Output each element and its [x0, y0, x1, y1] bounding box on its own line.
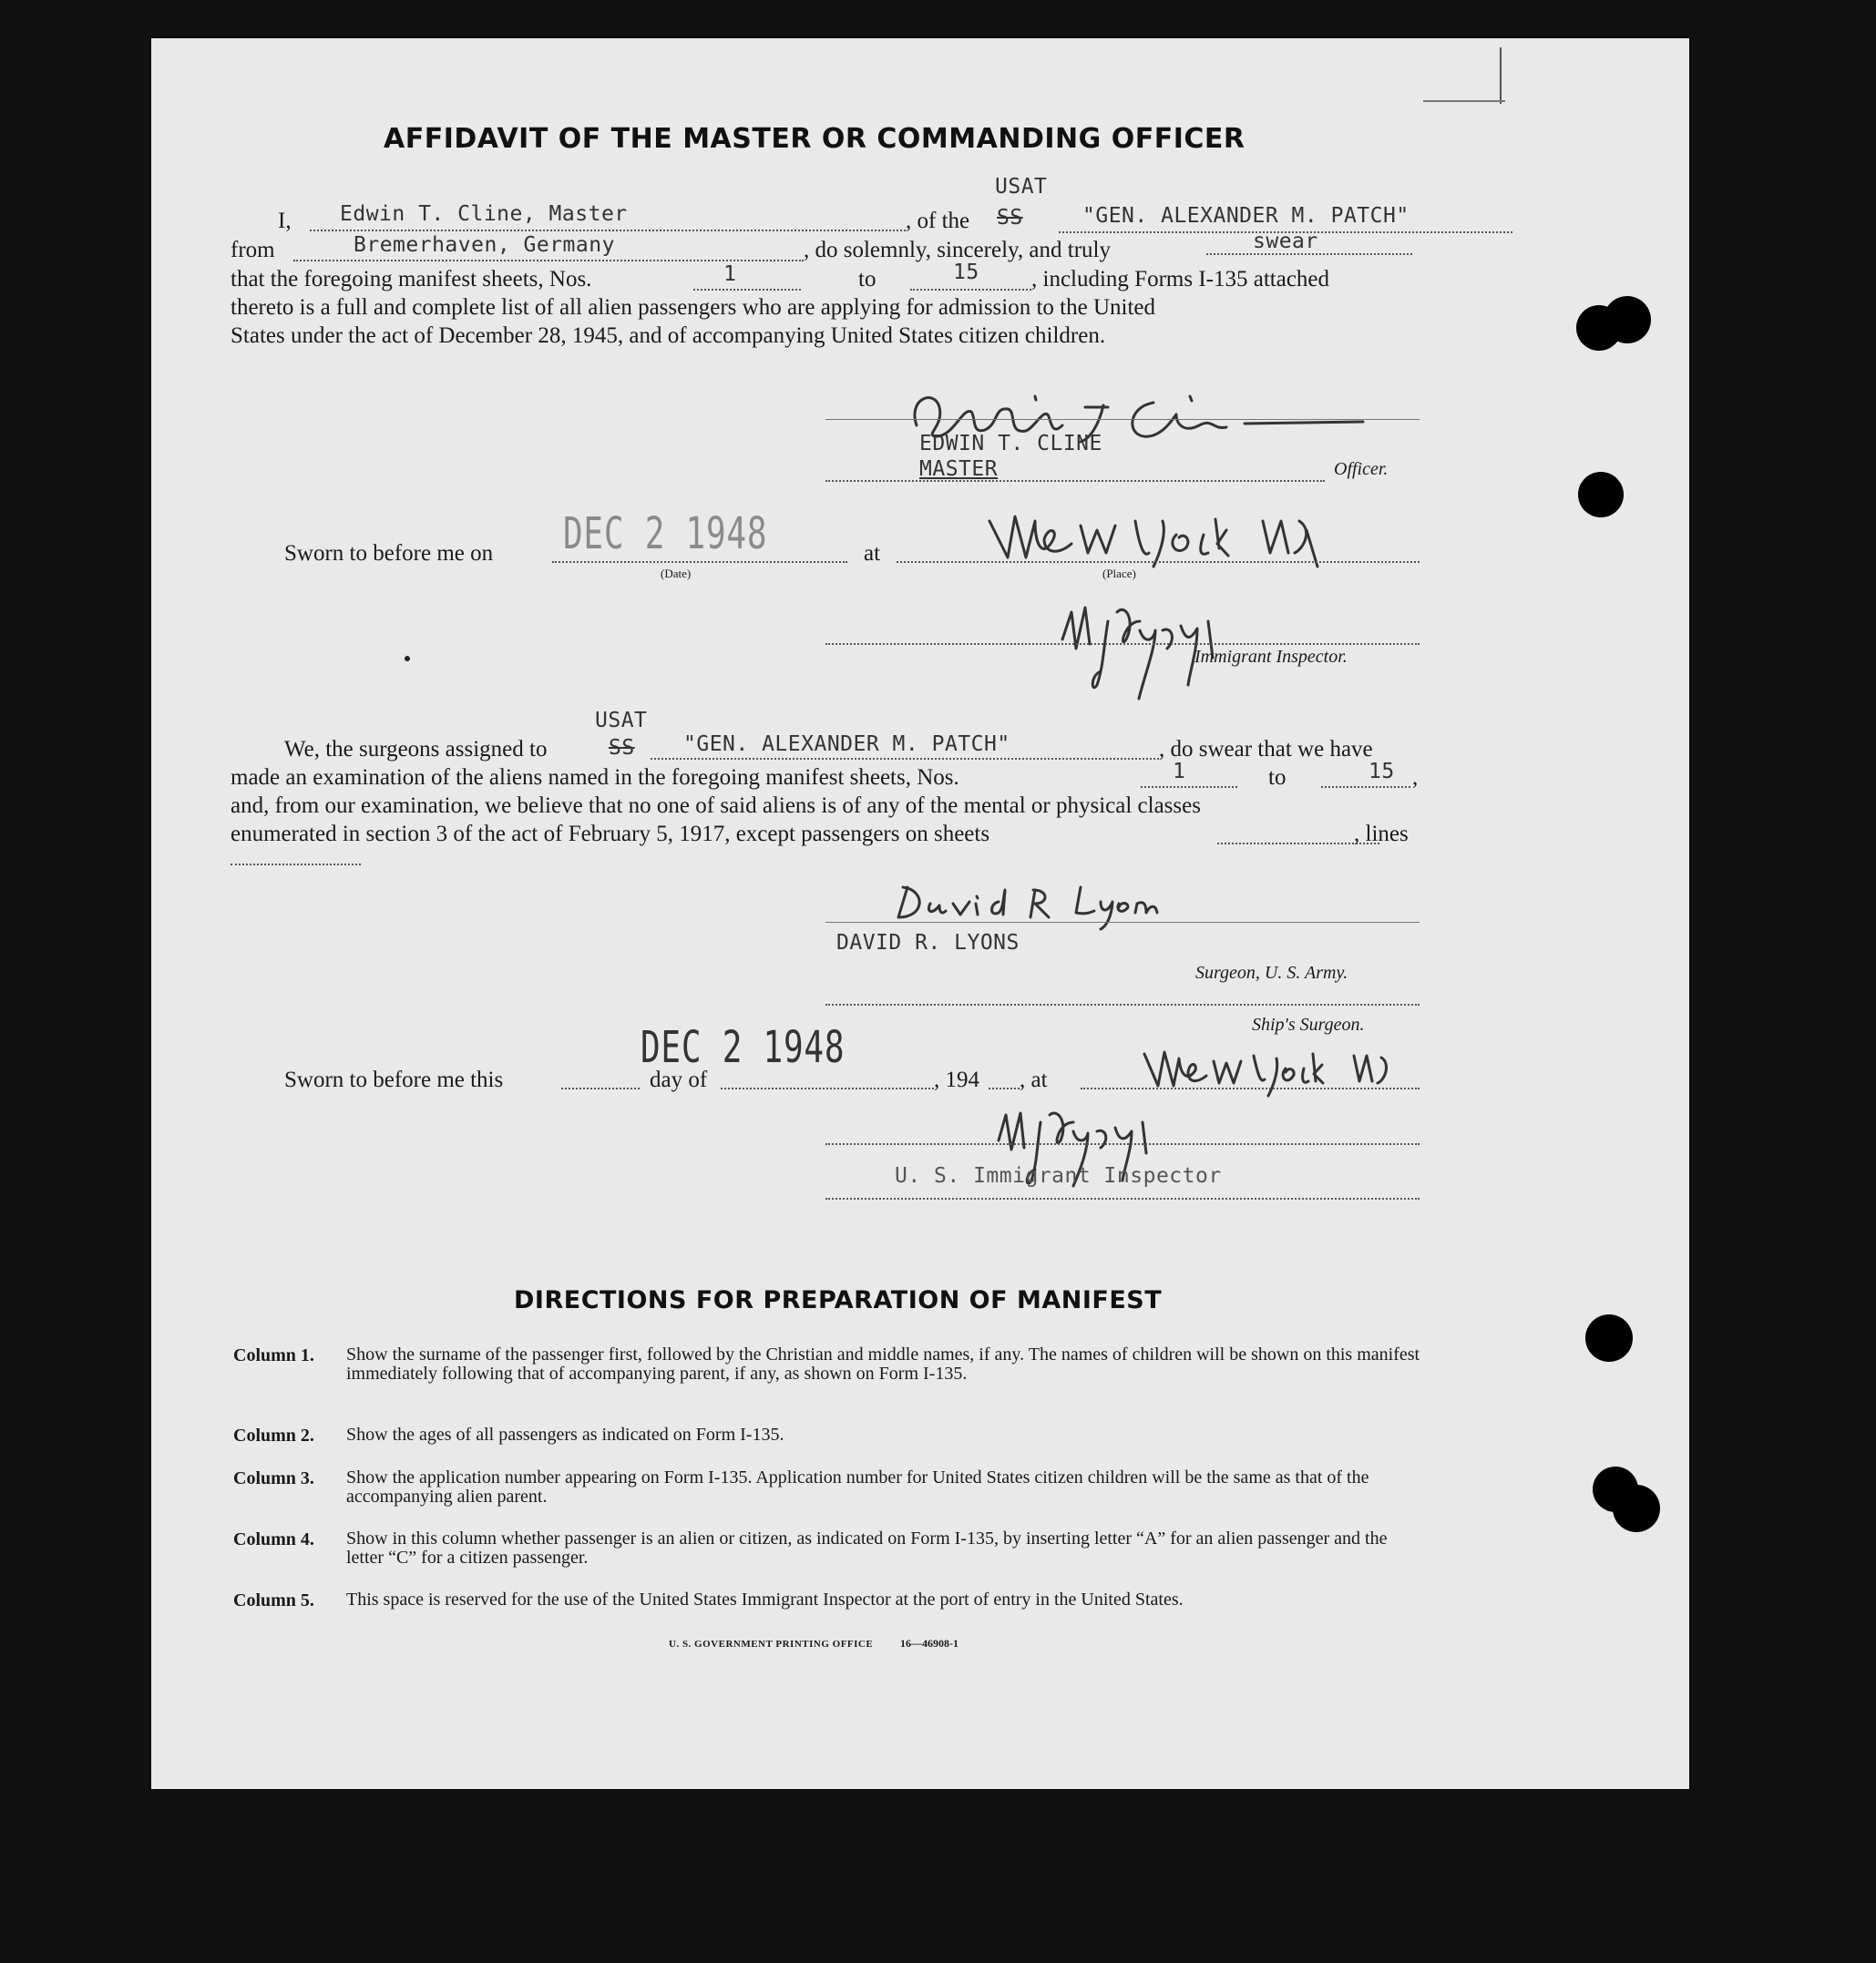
inspector-typed-title: U. S. Immigrant Inspector — [895, 1164, 1222, 1188]
master-name-field: Edwin T. Cline, Master — [340, 202, 628, 226]
of-the-label: , of the — [906, 209, 970, 233]
vessel-type-added: USAT — [995, 175, 1048, 199]
affidavit-line-2-suffix: , including Forms I-135 attached — [1031, 267, 1330, 291]
column-2-text: Show the ages of all passengers as indicated on Form I-135. — [346, 1425, 784, 1445]
sheet-to-field: 15 — [953, 261, 979, 284]
surgeon-vessel-type-added: USAT — [595, 709, 648, 732]
column-4-label: Column 4. — [233, 1529, 314, 1549]
vessel-name-field: "GEN. ALEXANDER M. PATCH" — [1082, 204, 1410, 228]
sworn-date-stamp-1: DEC 2 1948 — [563, 508, 768, 559]
binder-hole — [1585, 1314, 1633, 1362]
surgeon-sheet-from: 1 — [1173, 760, 1186, 783]
column-4-text: Show in this column whether passenger is an alien or citizen, as indicated on Form I-135, by inserting letter “A” for an alien passenger and the letter “C” for a citizen passenger. — [346, 1528, 1388, 1568]
surgeon-vessel-type-struck: SS — [609, 736, 635, 760]
officer-typed-title: MASTER — [919, 457, 999, 481]
sheet-from-field: 1 — [723, 262, 737, 286]
affidavit-title: AFFIDAVIT OF THE MASTER OR COMMANDING OFFICER — [384, 123, 1246, 155]
affidavit-line-2: that the foregoing manifest sheets, Nos. — [231, 267, 592, 291]
from-place-field: Bremerhaven, Germany — [354, 233, 615, 257]
place-1-handwriting — [980, 494, 1345, 576]
surgeons-line-3: and, from our examination, we believe that no one of said aliens is of any of the mental or physical classes — [231, 793, 1201, 818]
column-5-text: This space is reserved for the use of the United States Immigrant Inspector at the port of entry in the United States. — [346, 1590, 1184, 1610]
column-5-label: Column 5. — [233, 1590, 314, 1610]
surgeon-vessel-name: "GEN. ALEXANDER M. PATCH" — [683, 732, 1010, 756]
date-label: (Date) — [661, 567, 692, 580]
oath-word-field: swear — [1253, 230, 1318, 253]
officer-label: Officer. — [1334, 459, 1389, 479]
form-code: 16—46908-1 — [900, 1637, 959, 1650]
surgeon-sheet-to: 15 — [1369, 760, 1395, 783]
column-1-text: Show the surname of the passenger first, followed by the Christian and middle names, if any. The names of children will be shown on this manifest immediately following that of accompanying parent, if any, as shown on Form I-135. — [346, 1344, 1420, 1384]
sworn-prefix-1: Sworn to before me on — [284, 541, 494, 566]
day-of-label: day of — [650, 1068, 708, 1092]
lines-label: , lines — [1354, 822, 1409, 846]
column-2-label: Column 2. — [233, 1426, 314, 1446]
inspector-label-1: Immigrant Inspector. — [1194, 647, 1348, 667]
column-3-text: Show the application number appearing on Form I-135. Application number for United States citizen children will be the same as that of the accompanying alien parent. — [346, 1467, 1369, 1507]
year-label: , 194 — [934, 1068, 979, 1092]
surgeon-typed-name: DAVID R. LYONS — [836, 931, 1020, 955]
sworn-date-stamp-2: DEC 2 1948 — [641, 1022, 846, 1073]
binder-hole — [1578, 472, 1624, 517]
place-label: (Place) — [1102, 567, 1136, 580]
affidavit-line-3: thereto is a full and complete list of all alien passengers who are applying for admission to the United — [231, 295, 1156, 320]
surgeon-to-label: to — [1268, 765, 1287, 790]
surgeons-line-1-suffix: , do swear that we have — [1159, 737, 1373, 762]
to-label: to — [858, 267, 876, 291]
surgeons-line-2: made an examination of the aliens named in the foregoing manifest sheets, Nos. — [231, 765, 959, 790]
document-page: AFFIDAVIT OF THE MASTER OR COMMANDING OFFICER USAT I, Edwin T. Cline, Master , of the SS "GEN. ALEXANDER M. PATCH" from Bremerhaven, Germany , do solemnly, sincerely, and truly swear that the foregoing manifest sheets, Nos. 1 to 15 , including Forms I-135 attached thereto is a full and complete list of all alien passengers who are applying for admission to the United States under the act of December 28, 1945, and of accompanying United States citizen children. EDWIN T. CLINE MASTER Officer. Sworn to before me on DEC 2 1948 (Date) at (Place) Immigrant Inspector. USAT We, the surgeons assigned to SS "GEN. ALEXANDER M. PATCH" , do swear that we have made an examination of the aliens named in the foregoing manifest sheets, Nos. 1 to 15 , and, from our examination, we believe that no one of said aliens is of any of the mental or physical classes enumerated in section 3 of the act of February 5, 1917, except passengers on sheets , lines DAVID R. LYONS Surgeon, U. S. Army. Ship's Surgeon. Sworn to before me this DEC 2 1948 day of , 194 , at U. S. Immigrant Inspector DIRECTIONS FOR PREPARATION OF MANIFEST Column 1. Show the surname of the passenger first, followed by the Christian and middle names, if any. The names of children will be shown on this manifest immediately following that of accompanying parent, if any, as shown on Form I-135. Column 2. Show the ages of all passengers as indicated on Form I-135. Column 3. Show the application number appearing on Form I-135. Application number for United States citizen children will be the same as that of the accompanying alien parent. Column 4. Show in this column whether passenger is an alien or citizen, as indicated on Form I-135, by inserting letter “A” for an alien passenger and the letter “C” for a citizen passenger. Column 5. This space is reserved for the use of the United States Immigrant Inspector at the port of entry in the United States. U. S. GOVERNMENT PRINTING OFFICE 16—46908-1 — [151, 38, 1689, 1789]
surgeons-line-4: enumerated in section 3 of the act of February 5, 1917, except passengers on sheets — [231, 822, 990, 846]
sworn-prefix-2: Sworn to before me this — [284, 1068, 504, 1092]
column-3-label: Column 3. — [233, 1468, 314, 1488]
surgeon-signature — [889, 876, 1235, 931]
from-label: from — [231, 238, 275, 262]
column-1-label: Column 1. — [233, 1345, 314, 1365]
surgeon-army-label: Surgeon, U. S. Army. — [1195, 963, 1348, 983]
at-label-2: , at — [1020, 1068, 1048, 1092]
ship-surgeon-label: Ship's Surgeon. — [1252, 1015, 1365, 1035]
printer-imprint: U. S. GOVERNMENT PRINTING OFFICE — [669, 1639, 874, 1650]
prefix-i: I, — [278, 209, 292, 233]
at-label-1: at — [864, 541, 881, 566]
solemnly-text: , do solemnly, sincerely, and truly — [804, 238, 1111, 262]
vessel-type-struck: SS — [997, 206, 1023, 230]
directions-title: DIRECTIONS FOR PREPARATION OF MANIFEST — [514, 1286, 1163, 1314]
officer-typed-name: EDWIN T. CLINE — [919, 432, 1102, 455]
surgeons-line-1: We, the surgeons assigned to — [284, 737, 548, 762]
binder-hole — [1604, 296, 1651, 343]
affidavit-line-4: States under the act of December 28, 1945, and of accompanying United States citizen children. — [231, 323, 1106, 348]
binder-hole — [1613, 1485, 1660, 1532]
